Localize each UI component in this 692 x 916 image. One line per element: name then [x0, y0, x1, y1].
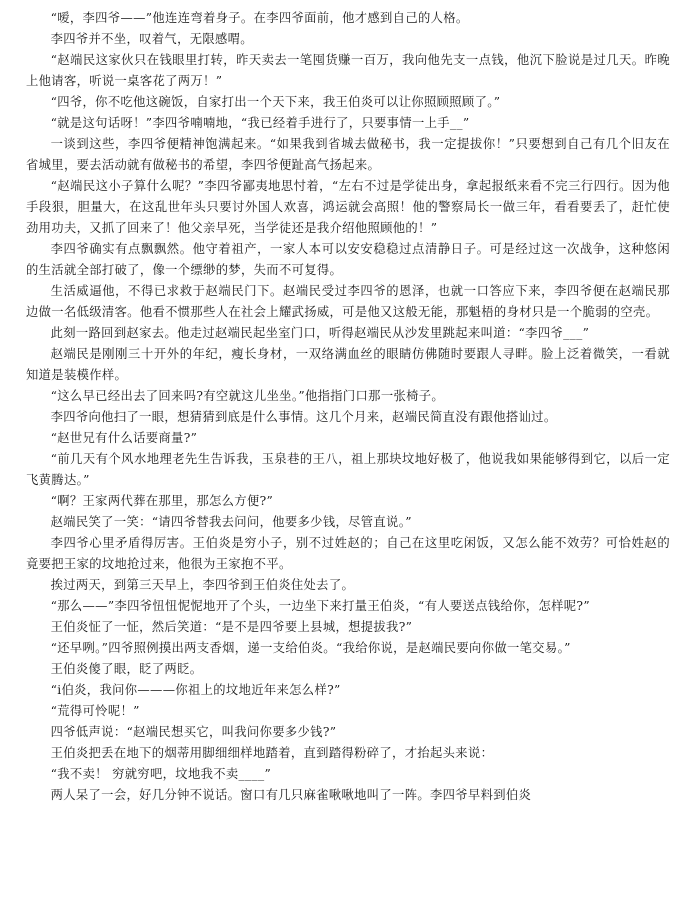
paragraph-2: 李四爷并不坐，叹着气，无限感喟。: [50, 32, 253, 46]
paragraph-21: 王伯炎怔了一怔，然后笑道：“是不是四爷要上县城，想提拔我?”: [50, 620, 413, 634]
paragraph-17: 赵端民笑了一笑：“请四爷替我去问问，他要多少钱，尽管直说。”: [50, 515, 412, 529]
paragraph-24: “i伯炎，我问你———你祖上的坟地近年来怎么样?”: [50, 683, 341, 697]
paragraph-22: “还早咧。”四爷照例摸出两支香烟，递一支给伯炎。“我给你说，是赵端民要向你做一笔交易。”: [50, 641, 571, 655]
paragraph-10: 此刻一路回到赵家去。他走过赵端民起坐室门口，听得赵端民从沙发里跳起来叫道：“李四爷___”: [50, 326, 590, 340]
paragraph-25: “荒得可怜呢！”: [50, 704, 140, 718]
paragraph-29: 两人呆了一会，好几分钟不说话。窗口有几只麻雀啾啾地叫了一阵。李四爷早料到伯炎: [50, 788, 532, 802]
paragraph-9: 生活威逼他，不得已求救于赵端民门下。赵端民受过李四爷的恩泽，也就一口答应下来，李四爷便在赵端民那边做一名低级清客。他看不惯那些人在社会上耀武扬威，可是他又这般无能，那魁梧的身材只是一个脆弱的空壳。: [26, 284, 670, 319]
paragraph-7: “赵端民这小子算什么呢？”李四爷鄙夷地思忖着，“左右不过是学徒出身，拿起报纸来看不完三行四行。因为他手段狠，胆量大，在这乱世年头只要讨外国人欢喜，鸿运就会高照！他的警察局长一做三年，看看要丢了，赶忙使劲用功夫，又抓了回来了！他父亲早死，当学徒还是我介绍他照顾他的！”: [26, 179, 670, 235]
paragraph-18: 李四爷心里矛盾得厉害。王伯炎是穷小子，别不过姓赵的；自己在这里吃闲饭，又怎么能不效劳？可恰姓赵的竟要把王家的坟地抢过来，他很为王家抱不平。: [26, 536, 670, 571]
paragraph-26: 四爷低声说：“赵端民想买它，叫我问你要多少钱?”: [50, 725, 337, 739]
paragraph-13: 李四爷向他扫了一眼，想猜猜到底是什么事情。这几个月来，赵端民简直没有跟他搭讪过。: [50, 410, 557, 424]
paragraph-6: 一谈到这些，李四爷便精神饱满起来。“如果我到省城去做秘书，我一定提拔你！”只要想到自己有几个旧友在省城里，要去活动就有做秘书的希望，李四爷便趾高气扬起来。: [26, 137, 670, 172]
paragraph-19: 挨过两天，到第三天早上，李四爷到王伯炎住处去了。: [50, 578, 355, 592]
paragraph-11: 赵端民是刚刚三十开外的年纪，瘦长身材，一双络满血丝的眼睛仿佛随时要跟人寻畔。脸上泛着微笑，一看就知道是装模作样。: [26, 347, 670, 382]
paragraph-5: “就是这句话呀！”李四爷喃喃地，“我已经着手进行了，只要事情一上手__”: [50, 116, 470, 130]
paragraph-20: “那么——”李四爷忸忸怩怩地开了个头，一边坐下来打量王伯炎，“有人要送点钱给你，怎样呢?”: [50, 599, 590, 613]
paragraph-4: “四爷，你不吃他这碗饭，自家打出一个天下来，我王伯炎可以让你照顾照顾了。”: [50, 95, 501, 109]
paragraph-23: 王伯炎傻了眼，眨了两眨。: [50, 662, 203, 676]
paragraph-16: “啊？王家两代葬在那里，那怎么方便?”: [50, 494, 274, 508]
paragraph-12: “这么早已经出去了回来吗?有空就这儿坐坐。”他指指门口那一张椅子。: [50, 389, 445, 403]
paragraph-14: “赵世兄有什么话要商量?”: [50, 431, 198, 445]
paragraph-1: “嗳，李四爷——”他连连弯着身子。在李四爷面前，他才感到自己的人格。: [50, 11, 469, 25]
paragraph-27: 王伯炎把丢在地下的烟蒂用脚细细样地踏着，直到踏得粉碎了，才抬起头来说：: [50, 746, 494, 760]
paragraph-28: “我不卖！ 穷就穷吧，坟地我不卖____”: [50, 767, 272, 781]
paragraph-8: 李四爷确实有点飘飘然。他守着祖产，一家人本可以安安稳稳过点清静日子。可是经过这一次战争，这种悠闲的生活就全部打破了，像一个缥缈的梦，失而不可复得。: [26, 242, 670, 277]
paragraph-3: “赵端民这家伙只在钱眼里打转，昨天卖去一笔囤货赚一百万，我向他先支一点钱，他沉下脸说是过几天。昨晚上他请客，听说一桌客花了两万！”: [26, 53, 670, 88]
paragraph-15: “前几天有个风水地理老先生告诉我，玉泉巷的王八，祖上那块坟地好极了，他说我如果能够得到它，以后一定飞黄腾达。”: [26, 452, 670, 487]
